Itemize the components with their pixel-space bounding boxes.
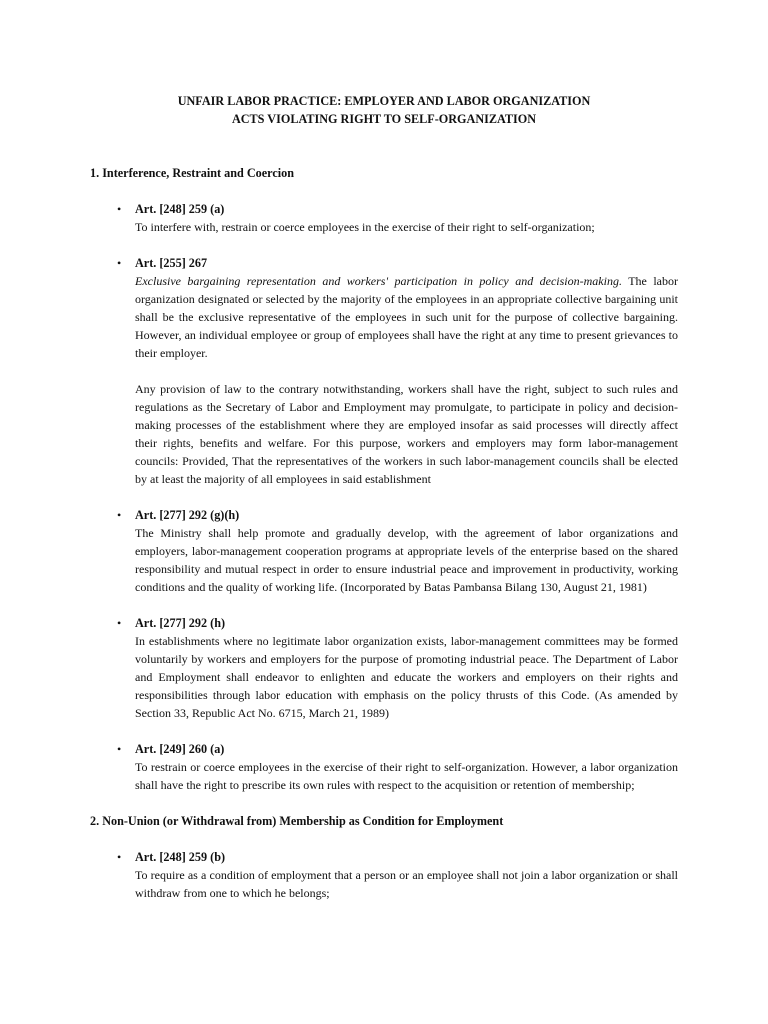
article-text: To restrain or coerce employees in the exercise of their right to self-organization. However, a labor organization shall have the right to prescribe its own rules with respect to the acquisition or retention of membership; [135,760,678,792]
bullet-icon: • [117,256,122,270]
section-heading-interference: 1. Interference, Restraint and Coercion [90,166,294,180]
document-title-line-2: ACTS VIOLATING RIGHT TO SELF-ORGANIZATION [231,112,537,126]
article-text: To interfere with, restrain or coerce employees in the exercise of their right to self-organization; [135,220,595,234]
list-item [90,254,678,488]
article-reference: Art. [249] 260 (a) [135,742,225,756]
article-reference: Art. [277] 292 (h) [135,616,226,630]
article-reference: Art. [277] 292 (g)(h) [135,508,240,522]
article-text: To require as a condition of employment that a person or an employee shall not join a labor organization or shall withdraw from one to which he belongs; [135,868,678,900]
list-item [90,200,678,236]
list-item [90,506,678,596]
section-2-list [90,848,678,902]
article-reference: Art. [248] 259 (b) [135,850,226,864]
article-reference: Art. [248] 259 (a) [135,202,225,216]
article-emphasis: Exclusive bargaining representation and workers' participation in policy and decision-making. [135,274,622,288]
list-item [90,740,678,794]
list-item [90,614,678,722]
list-item [90,848,678,902]
bullet-icon: • [117,850,122,864]
bullet-icon: • [117,742,122,756]
article-text: In establishments where no legitimate labor organization exists, labor-management committees may be formed voluntarily by workers and employers for the purpose of promoting industrial peace. The Department of Labor and Employment shall endeavor to enlighten and educate the workers and employers on their rights and responsibilities through labor education with emphasis on the policy thrusts of this Code. (As amended by Section 33, Republic Act No. 6715, March 21, 1989) [135,634,678,720]
section-1-list [90,200,678,794]
article-text: The Ministry shall help promote and gradually develop, with the agreement of labor organizations and employers, labor-management cooperation programs at appropriate levels of the enterprise based on the shared responsibility and mutual respect in order to ensure industrial peace and improvement in productivity, working conditions and the quality of working life. (Incorporated by Batas Pambansa Bilang 130, August 21, 1981) [135,526,678,594]
bullet-icon: • [117,616,122,630]
article-reference: Art. [255] 267 [135,256,208,270]
section-heading-non-union-membership: 2. Non-Union (or Withdrawal from) Membership as Condition for Employment [90,814,504,828]
article-text [135,272,678,362]
article-text-body: The labor organization designated or selected by the majority of the employees in an appropriate collective bargaining unit shall be the exclusive representative of the employees in such unit for the purpose of collective bargaining. However, an individual employee or group of employees shall have the right at any time to present grievances to their employer. [135,274,678,360]
article-text-continued: Any provision of law to the contrary notwithstanding, workers shall have the right, subject to such rules and regulations as the Secretary of Labor and Employment may promulgate, to participate in policy and decision-making processes of the establishment where they are employed insofar as said processes will directly affect their rights, benefits and welfare. For this purpose, workers and employers may form labor-management councils: Provided, That the representatives of the workers in such labor-management councils shall be elected by at least the majority of all employees in said establishment [135,382,678,486]
bullet-icon: • [117,508,122,522]
document-title-line-1: UNFAIR LABOR PRACTICE: EMPLOYER AND LABOR ORGANIZATION [177,94,591,108]
bullet-icon: • [117,202,122,216]
